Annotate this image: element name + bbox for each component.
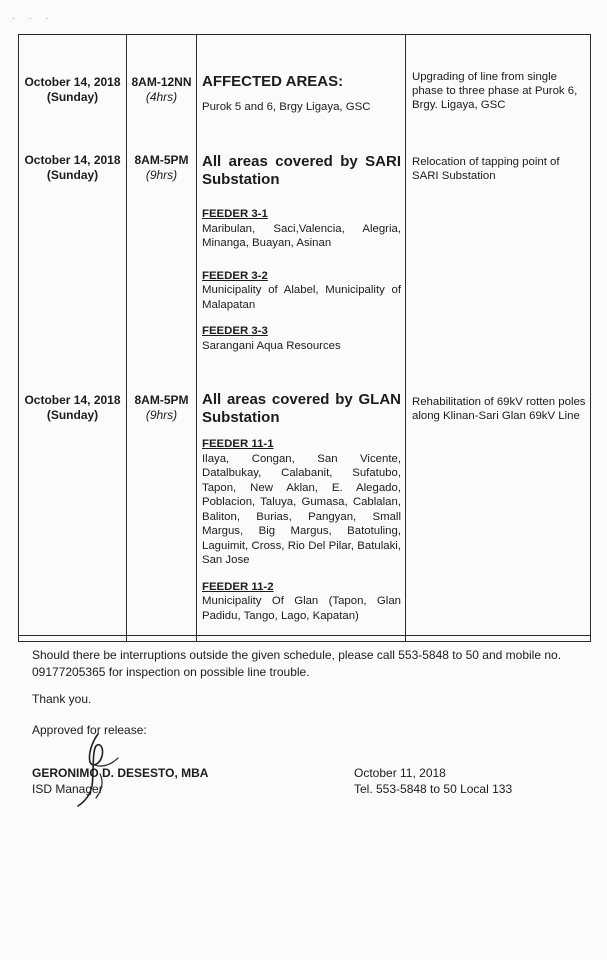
date-text: October 14, 2018 xyxy=(24,153,121,167)
signer-position: ISD Manager xyxy=(32,782,103,796)
duration-text: (9hrs) xyxy=(145,168,178,182)
feeder-title: FEEDER 3-2 xyxy=(202,269,268,282)
approved-label: Approved for release: xyxy=(32,723,147,737)
time-text: 8AM-12NN xyxy=(131,75,192,89)
feeder-block xyxy=(202,580,401,624)
feeder-block xyxy=(202,324,401,353)
remarks-text: Relocation of tapping point of SARI Substation xyxy=(412,156,560,183)
feeder-areas: Ilaya, Congan, San Vicente, Datalbukay, Calabanit, Sufatubo, Tapon, New Aklan, E. Alegado, Poblacion, Taluya, Gumasa, Cablalan, Baliton, Burias, Pangyan, Small Margus, Big Margus, Batotuling, Laguimit, Cross, Rio Del Pilar, Batulaki, San Jose xyxy=(202,452,401,566)
time-cell xyxy=(127,35,197,145)
time-text: 8AM-5PM xyxy=(134,153,189,167)
duration-text: (4hrs) xyxy=(145,90,178,104)
time-text: 8AM-5PM xyxy=(134,393,189,407)
table-bottom-rule xyxy=(19,635,591,641)
feeder-areas: Municipality of Alabel, Municipality of Malapatan xyxy=(202,284,401,311)
feeder-title: FEEDER 11-1 xyxy=(202,438,274,450)
feeder-block xyxy=(202,437,401,568)
area-heading: All areas covered by SARI Substation xyxy=(202,153,401,188)
signer-name: GERONIMO D. DESESTO, MBA xyxy=(32,766,209,780)
area-cell xyxy=(197,385,406,635)
remarks-text: Rehabilitation of 69kV rotten poles along Klinan-Sari Glan 69kV Line xyxy=(412,396,586,423)
area-heading: AFFECTED AREAS: xyxy=(202,73,344,90)
day-text: (Sunday) xyxy=(46,408,99,422)
date-text: October 14, 2018 xyxy=(24,75,121,89)
time-cell xyxy=(127,145,197,385)
feeder-block xyxy=(202,269,401,313)
feeder-areas: Municipality Of Glan (Tapon, Glan Padidu, Tango, Lago, Kapatan) xyxy=(202,595,401,622)
scan-marks: · · · xyxy=(12,14,55,23)
feeder-areas: Maribulan, Saci,Valencia, Alegria, Minanga, Buayan, Asinan xyxy=(202,222,401,249)
remarks-text: Upgrading of line from single phase to three phase at Purok 6, Brgy. Ligaya, GSC xyxy=(412,71,578,112)
remarks-cell xyxy=(406,35,591,145)
area-cell xyxy=(197,35,406,145)
day-text: (Sunday) xyxy=(46,168,99,182)
feeder-block xyxy=(202,207,401,251)
table-row xyxy=(19,145,591,385)
telephone-text: Tel. 553-5848 to 50 Local 133 xyxy=(354,782,513,796)
feeder-title: FEEDER 3-3 xyxy=(202,325,268,337)
day-text: (Sunday) xyxy=(46,90,99,104)
area-text: Purok 5 and 6, Brgy Ligaya, GSC xyxy=(202,101,371,113)
table-row xyxy=(19,385,591,635)
table-row xyxy=(19,35,591,145)
date-cell xyxy=(19,385,127,635)
schedule-table xyxy=(18,34,591,642)
document-date: October 11, 2018 xyxy=(354,766,446,780)
remarks-cell xyxy=(406,145,591,385)
feeder-title: FEEDER 3-1 xyxy=(202,208,268,220)
feeder-areas: Sarangani Aqua Resources xyxy=(202,339,341,352)
interruption-note: Should there be interruptions outside the given schedule, please call 553-5848 to 50 and mobile no. 09177205365 for inspection on possible line trouble. xyxy=(32,648,562,679)
remarks-cell xyxy=(406,385,591,635)
date-text: October 14, 2018 xyxy=(24,393,121,407)
area-cell xyxy=(197,145,406,385)
feeder-title: FEEDER 11-2 xyxy=(202,580,274,593)
duration-text: (9hrs) xyxy=(145,408,178,422)
area-heading: All areas covered by GLAN Substation xyxy=(202,391,401,426)
thank-you-text: Thank you. xyxy=(32,692,92,706)
time-cell xyxy=(127,385,197,635)
date-cell xyxy=(19,35,127,145)
date-cell xyxy=(19,145,127,385)
